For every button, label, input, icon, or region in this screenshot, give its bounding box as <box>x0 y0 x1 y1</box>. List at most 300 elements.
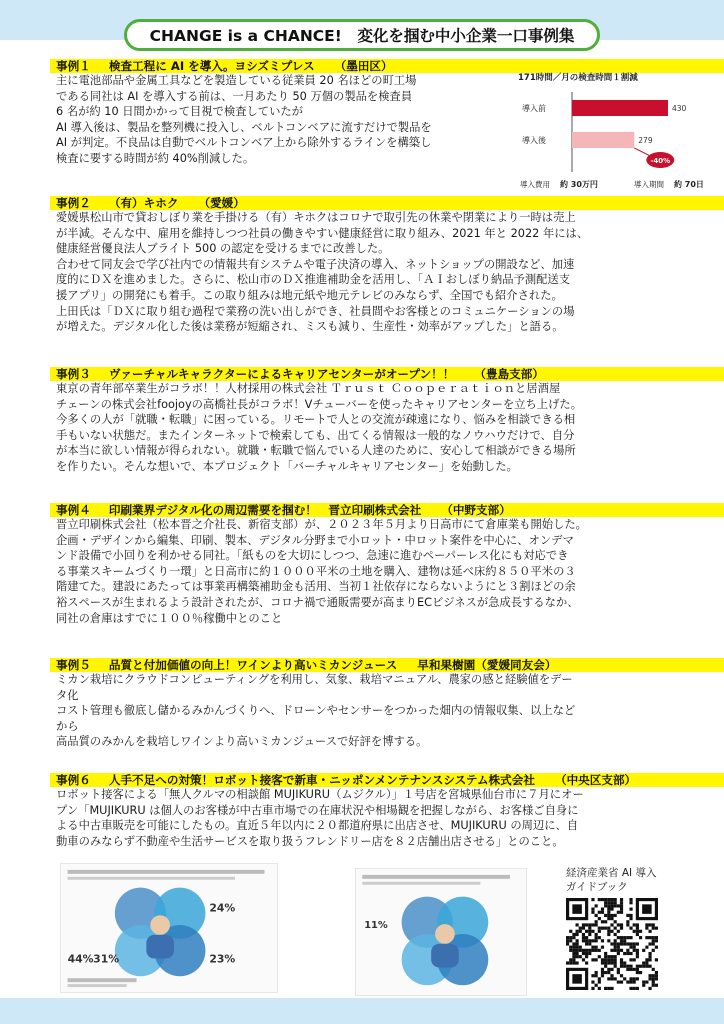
body-line: コスト管理も徹底し儲かるみかんづくりへ、ドローンやセンサーをつかった畑内の情報収集、以上など <box>56 704 576 718</box>
qr-module <box>614 961 617 964</box>
qr-module <box>610 987 613 990</box>
qr-module <box>572 936 575 939</box>
qr-module <box>591 898 594 901</box>
qr-module <box>629 987 632 990</box>
qr-module <box>617 980 620 983</box>
qr-module <box>607 927 610 930</box>
qr-module <box>648 987 651 990</box>
qr-module <box>623 961 626 964</box>
qr-module <box>614 949 617 952</box>
qr-module <box>648 955 651 958</box>
badge-connector <box>634 148 650 156</box>
qr-module <box>601 968 604 971</box>
qr-module <box>639 971 642 974</box>
qr-module <box>598 911 601 914</box>
qr-module <box>620 961 623 964</box>
qr-module <box>595 923 598 926</box>
qr-module <box>620 923 623 926</box>
qr-module <box>588 927 591 930</box>
qr-module <box>614 965 617 968</box>
qr-module <box>636 949 639 952</box>
qr-module <box>636 930 639 933</box>
qr-module <box>629 958 632 961</box>
qr-module <box>652 968 655 971</box>
qr-module <box>572 946 575 949</box>
qr-module <box>642 965 645 968</box>
qr-module <box>629 927 632 930</box>
case-4-heading <box>50 503 724 517</box>
caption-bar <box>362 882 480 885</box>
qr-module <box>636 942 639 945</box>
qr-module <box>620 908 623 911</box>
qr-module <box>566 961 569 964</box>
qr-module <box>604 904 607 907</box>
body-line: が半減。そんな中、雇用を維持しつつ社員の働きやすい健康経営に取り組み、2021 年と 2022 年には、 <box>56 226 589 240</box>
qr-module <box>604 971 607 974</box>
qr-module <box>617 904 620 907</box>
qr-module <box>572 955 575 958</box>
qr-module <box>636 933 639 936</box>
qr-module <box>610 974 613 977</box>
qr-module <box>636 927 639 930</box>
qr-module <box>629 977 632 980</box>
qr-module <box>607 917 610 920</box>
qr-module <box>585 955 588 958</box>
qr-module <box>614 914 617 917</box>
guidebook-qr[interactable] <box>566 866 676 1006</box>
qr-module <box>579 949 582 952</box>
qr-module <box>655 936 658 939</box>
case-title: 品質と付加価値の向上！ワインより高いミカンジュース <box>108 658 398 672</box>
qr-module <box>588 939 591 942</box>
qr-module <box>614 927 617 930</box>
qr-module <box>585 961 588 964</box>
case-3-body <box>56 381 668 475</box>
qr-module <box>648 958 651 961</box>
qr-module <box>623 936 626 939</box>
body-line: 健康経営優良法人ブライト 500 の認定を受けるまでに改善した。 <box>56 242 390 256</box>
qr-module <box>566 939 569 942</box>
qr-module <box>648 965 651 968</box>
qr-module <box>601 898 604 901</box>
qr-module <box>595 914 598 917</box>
qr-module <box>585 936 588 939</box>
qr-module <box>620 942 623 945</box>
qr-module <box>614 904 617 907</box>
qr-code-icon[interactable] <box>566 898 658 990</box>
qr-module <box>652 942 655 945</box>
qr-module <box>610 977 613 980</box>
qr-module <box>601 971 604 974</box>
stat-label: 44% <box>67 952 94 966</box>
qr-module <box>639 930 642 933</box>
qr-module <box>626 942 629 945</box>
qr-module <box>604 987 607 990</box>
case-number: 事例３ <box>56 367 91 381</box>
qr-module <box>604 901 607 904</box>
qr-module <box>585 923 588 926</box>
qr-module <box>598 936 601 939</box>
qr-module <box>610 898 613 901</box>
case-6-heading <box>50 773 724 787</box>
qr-module <box>636 987 639 990</box>
body-line: ミカン栽培にクラウドコンピューティングを利用し、気象、栽培マニュアル、農家の感と経験値をデー <box>56 673 573 686</box>
case-2-body <box>56 210 668 335</box>
qr-module <box>642 961 645 964</box>
qr-module <box>636 968 639 971</box>
qr-module <box>620 936 623 939</box>
qr-module <box>601 927 604 930</box>
page-title: CHANGE is a CHANCE! 変化を掴む中小企業一口事例集 <box>124 19 600 51</box>
qr-module <box>585 939 588 942</box>
body-line: AI 導入後は、製品を整列機に投入し、ベルトコンベアに流すだけで製品を <box>56 120 432 134</box>
case-4 <box>0 503 724 626</box>
qr-module <box>598 987 601 990</box>
case-2-heading <box>50 196 724 210</box>
qr-module <box>569 930 572 933</box>
body-line: AI が判定。不良品は自動でベルトコンベア上から除外するラインを構築し <box>56 136 432 150</box>
qr-module <box>607 961 610 964</box>
qr-module <box>617 923 620 926</box>
chart-value-label: 279 <box>638 136 653 145</box>
qr-module <box>633 930 636 933</box>
qr-module <box>572 958 575 961</box>
qr-module <box>655 939 658 942</box>
qr-module <box>648 977 651 980</box>
qr-module <box>585 952 588 955</box>
qr-module <box>629 901 632 904</box>
qr-module <box>566 942 569 945</box>
qr-module <box>636 965 639 968</box>
qr-module <box>633 987 636 990</box>
qr-module <box>607 955 610 958</box>
qr-module <box>614 958 617 961</box>
body-line: 主に電池部品や金属工具などを製造している従業員 20 名ほどの町工場 <box>56 74 417 87</box>
qr-module <box>614 939 617 942</box>
qr-module <box>620 904 623 907</box>
qr-module <box>620 939 623 942</box>
body-line: 今多くの人が「就職・転職」に困っている。リモートで人との交流が疎遠になり、悩みを相談できる相 <box>56 413 576 427</box>
case-6-body <box>56 787 668 849</box>
qr-module <box>595 933 598 936</box>
case-org: （墨田区） <box>334 59 393 73</box>
qr-module <box>655 984 658 987</box>
body-line: 晋立印刷株式会社（松本晋之介社長、新宿支部）が、２０２３年５月より日高市にて倉庫業も開始した。 <box>56 518 587 531</box>
qr-module <box>629 965 632 968</box>
qr-module <box>610 930 613 933</box>
case-number: 事例４ <box>56 503 91 517</box>
caption-bar <box>68 984 127 987</box>
qr-module <box>607 968 610 971</box>
qr-module <box>626 914 629 917</box>
qr-module <box>623 939 626 942</box>
qr-module <box>582 958 585 961</box>
qr-module <box>591 958 594 961</box>
qr-module <box>569 949 572 952</box>
qr-module <box>645 923 648 926</box>
qr-module <box>595 984 598 987</box>
qr-module <box>645 927 648 930</box>
stat-label: 23% <box>209 952 236 966</box>
qr-module <box>604 927 607 930</box>
body-line: が増えた。デジタル化した後は業務が短縮され、ミスも減り、生産性・効率がアップした」と語る。 <box>56 320 564 334</box>
case-5-body <box>56 672 668 750</box>
qr-module <box>601 908 604 911</box>
case-org: （愛媛） <box>198 196 245 210</box>
qr-module <box>642 949 645 952</box>
qr-module <box>629 898 632 901</box>
person-head-icon <box>435 924 455 944</box>
qr-module <box>610 914 613 917</box>
qr-module <box>582 933 585 936</box>
body-line: 東京の青年部卒業生がコラボ！！人材採用の株式会社 Ｔｒｕｓｔ Ｃｏｏｐｅｒａｔｉｏｎと居酒屋 <box>56 382 561 395</box>
qr-module <box>588 952 591 955</box>
qr-module <box>636 955 639 958</box>
qr-module <box>591 987 594 990</box>
qr-module <box>633 977 636 980</box>
qr-module <box>576 923 579 926</box>
qr-module <box>576 939 579 942</box>
qr-module <box>623 977 626 980</box>
qr-module <box>591 908 594 911</box>
body-line: 度的にＤＸを進めました。さらに、松山市のＤＸ推進補助金を活用し、「ＡＩおしぼり納品予測配送支 <box>56 273 571 287</box>
qr-module <box>617 949 620 952</box>
qr-module <box>598 927 601 930</box>
qr-module <box>576 933 579 936</box>
qr-module <box>607 898 610 901</box>
chart-value-label: 430 <box>672 104 687 113</box>
qr-module <box>582 936 585 939</box>
case-5-heading <box>50 658 724 672</box>
qr-module <box>601 946 604 949</box>
qr-module <box>629 908 632 911</box>
qr-module <box>598 930 601 933</box>
qr-module <box>595 974 598 977</box>
qr-module <box>652 974 655 977</box>
caption-bar <box>68 877 235 880</box>
qr-module <box>610 949 613 952</box>
qr-module <box>607 958 610 961</box>
qr-module <box>629 917 632 920</box>
qr-module <box>629 968 632 971</box>
qr-module <box>642 984 645 987</box>
qr-module <box>620 965 623 968</box>
case-4-body <box>56 517 668 626</box>
qr-module <box>582 939 585 942</box>
stat-label: 24% <box>209 901 236 915</box>
inspection-time-chart <box>514 70 714 192</box>
qr-module <box>572 949 575 952</box>
qr-module <box>617 911 620 914</box>
case-number: 事例６ <box>56 773 91 787</box>
qr-module <box>595 958 598 961</box>
qr-module <box>617 942 620 945</box>
qr-module <box>636 971 639 974</box>
qr-module <box>598 955 601 958</box>
qr-module <box>585 942 588 945</box>
qr-module <box>598 949 601 952</box>
qr-module <box>588 930 591 933</box>
qr-module <box>607 939 610 942</box>
qr-module <box>623 952 626 955</box>
body-line: 手もいない状態だ。またインターネットで検索しても、出てくる情報は一般的なノウハウだけで、自分 <box>56 428 575 442</box>
qr-module <box>588 942 591 945</box>
qr-module <box>576 961 579 964</box>
qr-module <box>582 923 585 926</box>
qr-module <box>601 920 604 923</box>
qr-module <box>607 904 610 907</box>
qr-module <box>648 974 651 977</box>
qr-module <box>620 974 623 977</box>
qr-label-line: 経済産業省 AI 導入 <box>566 867 657 879</box>
qr-module <box>604 961 607 964</box>
person-head-icon <box>150 915 170 935</box>
qr-module <box>633 946 636 949</box>
qr-module <box>652 984 655 987</box>
qr-module <box>598 980 601 983</box>
qr-module <box>629 914 632 917</box>
qr-module <box>617 930 620 933</box>
case-number: 事例１ <box>56 59 91 73</box>
qr-module <box>595 971 598 974</box>
qr-module <box>607 930 610 933</box>
qr-module <box>576 952 579 955</box>
footer-left-value: 約 30万円 <box>560 180 598 189</box>
body-line: 6 名が約 10 日間かかって目視で検査していたが <box>56 105 303 119</box>
qr-module <box>648 930 651 933</box>
qr-module <box>591 974 594 977</box>
qr-module <box>576 955 579 958</box>
qr-module <box>610 917 613 920</box>
qr-module <box>623 965 626 968</box>
qr-module <box>576 942 579 945</box>
qr-module <box>620 958 623 961</box>
qr-module <box>591 930 594 933</box>
qr-module <box>655 977 658 980</box>
chart-title: 171時間／月の検査時間１割減 <box>518 73 638 83</box>
qr-module <box>607 914 610 917</box>
qr-module <box>598 917 601 920</box>
qr-module <box>610 923 613 926</box>
qr-module <box>610 961 613 964</box>
qr-module <box>626 965 629 968</box>
qr-module <box>604 914 607 917</box>
qr-module <box>633 942 636 945</box>
person-body-icon <box>146 935 174 959</box>
qr-module <box>576 949 579 952</box>
qr-module <box>620 980 623 983</box>
qr-module <box>566 936 569 939</box>
qr-module <box>620 927 623 930</box>
qr-module <box>569 958 572 961</box>
qr-module <box>620 901 623 904</box>
qr-module <box>595 946 598 949</box>
qr-module <box>639 965 642 968</box>
case-org: 早和果樹園（愛媛同友会） <box>417 658 557 672</box>
case-title: 検査工程に AI を導入。ヨシズミプレス <box>108 59 315 73</box>
qr-module <box>648 942 651 945</box>
qr-module <box>598 977 601 980</box>
body-line: である同社は AI を導入する前は、一月あたり 50 万個の製品を検査員 <box>56 89 413 103</box>
qr-module <box>585 930 588 933</box>
qr-module <box>604 920 607 923</box>
qr-module <box>655 946 658 949</box>
body-line: 裕スペースが生まれるよう設計されたが、コロナ禍で通販需要が高まりECビジネスが急成長するなか、 <box>56 595 579 609</box>
qr-module <box>595 949 598 952</box>
qr-module <box>569 946 572 949</box>
qr-module <box>645 946 648 949</box>
qr-module <box>579 930 582 933</box>
body-line: 援アプリ」の開発にも着手。この取り組みは地元紙や地元テレビのみならず、全国でも紹介された。 <box>56 288 563 302</box>
qr-module <box>645 965 648 968</box>
qr-module <box>633 980 636 983</box>
qr-module <box>610 908 613 911</box>
qr-module <box>591 939 594 942</box>
qr-module <box>588 923 591 926</box>
qr-module <box>614 920 617 923</box>
qr-module <box>604 898 607 901</box>
qr-module <box>626 968 629 971</box>
qr-module <box>582 927 585 930</box>
qr-module <box>614 901 617 904</box>
qr-module <box>604 955 607 958</box>
qr-module <box>639 936 642 939</box>
qr-module <box>645 936 648 939</box>
qr-module <box>582 952 585 955</box>
qr-module <box>633 923 636 926</box>
qr-module <box>569 936 572 939</box>
qr-module <box>626 952 629 955</box>
body-line: 検査に要する時間が約 40%削減した。 <box>56 151 255 165</box>
qr-module <box>617 971 620 974</box>
qr-module <box>652 927 655 930</box>
body-line: 企画・デザインから編集、印刷、製本、デジタル分野まで小ロット・中ロット案件を中心に、オンデマ <box>56 533 574 547</box>
body-line: プン「MUJIKURU は個人のお客様が中古車市場での在庫状況や相場観を把握しながら、お客様ご自身に <box>56 803 579 817</box>
case-org: （中央区支部） <box>554 773 637 787</box>
qr-module <box>576 930 579 933</box>
qr-module <box>652 936 655 939</box>
qr-module <box>642 980 645 983</box>
qr-module <box>572 961 575 964</box>
body-line: ンド設備で小回りを利かせる同社。「紙ものを大切にしつつ、急速に進むペーパーレス化にも対応でき <box>56 549 569 563</box>
qr-module <box>617 952 620 955</box>
qr-module <box>626 920 629 923</box>
qr-module <box>648 923 651 926</box>
qr-module <box>610 955 613 958</box>
qr-module <box>595 904 598 907</box>
qr-module <box>629 942 632 945</box>
infographic-illustration <box>60 863 278 993</box>
qr-module <box>569 961 572 964</box>
body-line: る事業スキームづくり一環」と日高市に約１０００平米の土地を購入、建物は延べ床約８５０平米の３ <box>56 564 576 578</box>
case-title: ヴァーチャルキャラクターによるキャリアセンターがオープン！！ <box>108 367 455 381</box>
case-org: （豊島支部） <box>474 367 544 381</box>
qr-module <box>617 936 620 939</box>
case-6 <box>0 773 724 849</box>
qr-module <box>607 911 610 914</box>
body-line: 上田氏は「ＤＸに取り組む過程で業務の洗い出しができ、社員間やお客様とのコミュニケーションの場 <box>56 304 575 318</box>
qr-module <box>626 949 629 952</box>
qr-module <box>588 949 591 952</box>
qr-module <box>591 946 594 949</box>
qr-module <box>582 949 585 952</box>
qr-module <box>604 958 607 961</box>
case-org: （中野支部） <box>441 503 511 517</box>
qr-module <box>614 946 617 949</box>
qr-module <box>601 974 604 977</box>
qr-module <box>607 933 610 936</box>
qr-module <box>655 927 658 930</box>
